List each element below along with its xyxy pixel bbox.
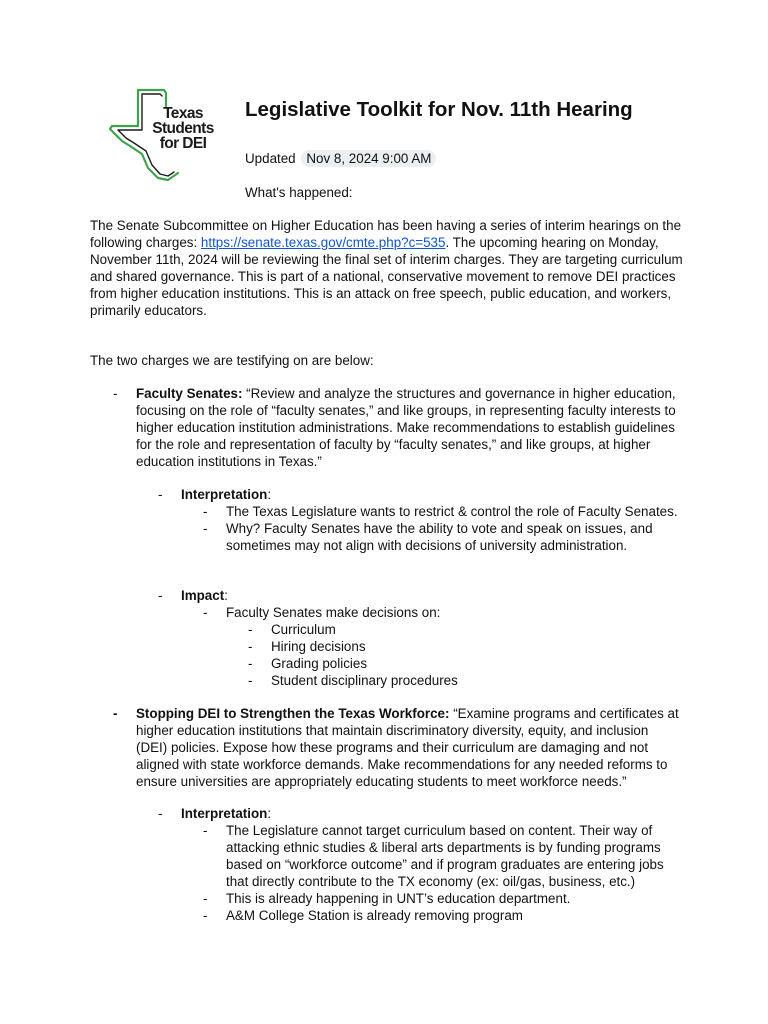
bullet-dash: - xyxy=(248,655,253,671)
bullet-dash: - xyxy=(248,672,253,688)
charges-link[interactable]: https://senate.texas.gov/cmte.php?c=535 xyxy=(200,234,446,250)
charge-1-impact-items xyxy=(248,622,680,690)
charge-1-impact xyxy=(158,588,680,605)
logo-line-2: Students xyxy=(152,120,214,137)
list-item xyxy=(158,806,680,823)
impact-item: Hiring decisions xyxy=(271,638,366,654)
logo-line-3: for DEI xyxy=(159,135,207,152)
bullet-dash: - xyxy=(203,823,208,838)
bullet-dash: - xyxy=(248,638,253,654)
bullet-dash: - xyxy=(158,588,163,603)
list-item xyxy=(203,890,680,908)
charge-text: “Examine programs and certificates at higher education institutions that maintain discriminatory diversity, equity, and inclusion (DEI) policies. Expose how these programs and their curriculum are damaging and not aligned with state workforce demands. Make recommendations for any needed reforms to ensure universities are appropriately educating students to meet workforce needs.” xyxy=(136,706,679,789)
list-item xyxy=(203,504,680,521)
updated-line xyxy=(245,150,436,167)
charge-1-interpretation-items xyxy=(203,504,680,555)
list-item xyxy=(248,655,680,673)
interpretation-item: Why? Faculty Senates have the ability to vote and speak on issues, and sometimes may not align with decisions of university administration. xyxy=(226,520,653,553)
logo-text xyxy=(139,106,227,151)
page-title: Legislative Toolkit for Nov. 11th Hearing xyxy=(245,98,633,121)
list-item xyxy=(203,907,680,925)
list-item xyxy=(203,605,680,622)
bullet-dash: - xyxy=(203,504,208,519)
interpretation-label: Interpretation xyxy=(181,806,268,821)
list-item xyxy=(158,487,680,504)
interpretation-item: This is already happening in UNT’s education department. xyxy=(226,890,571,906)
date-chip[interactable]: Nov 8, 2024 9:00 AM xyxy=(301,150,436,167)
interpretation-item: A&M College Station is already removing program xyxy=(226,907,523,923)
colon: : xyxy=(267,487,272,502)
bullet-dash: - xyxy=(203,907,208,923)
impact-item: Curriculum xyxy=(271,622,336,637)
charge-text: “Review and analyze the structures and governance in higher education, focusing on the role of “faculty senates,” and like groups, in representing faculty interests to higher education institution administrations. Make recommendations to establish guidelines for the role and representation of faculty by “faculty senates,” and like groups, at higher education institutions in Texas.” xyxy=(136,386,676,469)
intro-paragraph xyxy=(90,218,690,319)
charge-1 xyxy=(113,386,680,471)
list-item xyxy=(113,706,680,791)
list-item xyxy=(203,823,680,891)
list-item xyxy=(248,672,680,690)
bullet-dash: - xyxy=(203,890,208,906)
bullet-dash: - xyxy=(113,386,118,401)
logo xyxy=(106,86,224,182)
updated-label: Updated xyxy=(245,151,296,166)
charge-1-interpretation xyxy=(158,487,680,504)
impact-label: Impact xyxy=(181,588,225,603)
list-item xyxy=(113,386,680,471)
charge-2-interpretation-items xyxy=(203,823,680,924)
intro-text-after: . The upcoming hearing on Monday, November 11th, 2024 will be reviewing the final set of interim charges. They are targeting curriculum and shared governance. This is part of a national, conservative movement to remove DEI practices from higher education institutions. This is an attack on free speech, public education, and workers, primarily educators. xyxy=(90,234,683,318)
charge-label: Faculty Senates: xyxy=(136,386,243,401)
colon: : xyxy=(267,806,272,821)
charge-2 xyxy=(113,706,680,791)
interpretation-item: The Texas Legislature wants to restrict & control the role of Faculty Senates. xyxy=(226,504,678,519)
charge-1-impact-intro xyxy=(203,605,680,622)
impact-intro: Faculty Senates make decisions on: xyxy=(226,605,441,620)
bullet-dash: - xyxy=(158,487,163,502)
charge-label: Stopping DEI to Strengthen the Texas Workforce: xyxy=(136,706,450,721)
interpretation-item: The Legislature cannot target curriculum based on content. Their way of attacking ethnic studies & liberal arts departments is by funding programs based on “workforce outcome” and if program graduates are entering jobs that directly contribute to the TX economy (ex: oil/gas, business, etc.) xyxy=(226,823,664,889)
intro-text-before: The Senate Subcommittee on Higher Education has been having a series of interim hearings on the following charges: xyxy=(90,218,682,250)
bullet-dash: - xyxy=(248,622,253,637)
bullet-dash: - xyxy=(203,605,208,620)
list-item xyxy=(248,638,680,656)
interpretation-label: Interpretation xyxy=(181,487,268,502)
section-heading: What's happened: xyxy=(245,185,353,200)
impact-item: Grading policies xyxy=(271,655,368,671)
list-item xyxy=(203,520,680,555)
bullet-dash: - xyxy=(113,706,118,721)
charge-2-interpretation xyxy=(158,806,680,823)
list-item xyxy=(248,622,680,639)
logo-line-1: Texas xyxy=(163,105,203,122)
list-item xyxy=(158,588,680,605)
bullet-dash: - xyxy=(158,806,163,821)
impact-item: Student disciplinary procedures xyxy=(271,672,458,688)
charges-intro: The two charges we are testifying on are below: xyxy=(90,353,374,368)
colon: : xyxy=(224,588,228,603)
bullet-dash: - xyxy=(203,520,208,536)
